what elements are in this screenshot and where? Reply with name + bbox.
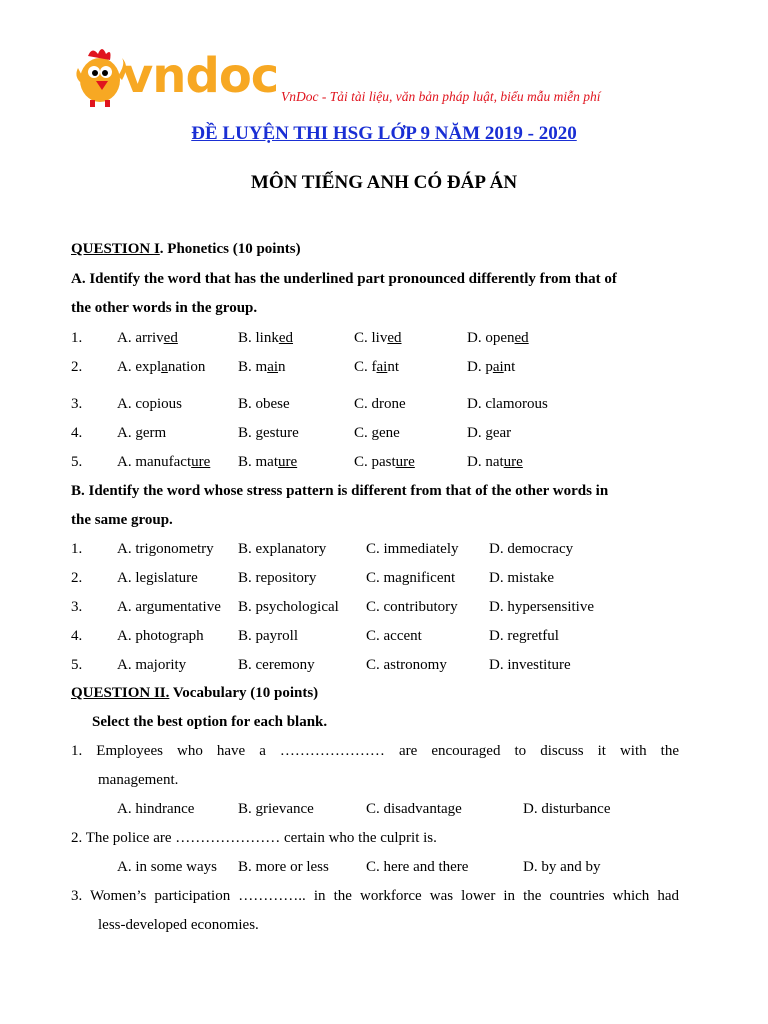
stress-row bbox=[0, 628, 768, 648]
phonetics-row bbox=[0, 396, 768, 416]
option-d: D. regretful bbox=[489, 628, 559, 644]
underlined-part: ure bbox=[191, 454, 211, 470]
option-d: D. clamorous bbox=[467, 396, 548, 412]
question-2-instruction: Select the best option for each blank. bbox=[92, 714, 328, 730]
option-a: A. arrived bbox=[117, 330, 178, 346]
option-c: C. astronomy bbox=[366, 657, 447, 673]
option-b: B. obese bbox=[238, 396, 290, 412]
underlined-part: ai bbox=[267, 359, 279, 375]
option-b: B. gesture bbox=[238, 425, 299, 441]
item-number: 3. bbox=[71, 599, 83, 615]
page-title: ĐỀ LUYỆN THI HSG LỚP 9 NĂM 2019 - 2020 bbox=[191, 123, 577, 144]
option-d: D. hypersensitive bbox=[489, 599, 594, 615]
vocab-item-3-line1: 3. Women’s participation ………….. in the workforce was lower in the countries which had bbox=[71, 888, 679, 904]
part-b-instruction-line1: B. Identify the word whose stress pattern is different from that of the other words in bbox=[71, 483, 609, 499]
option-b: B. psychological bbox=[238, 599, 339, 615]
page-subtitle: MÔN TIẾNG ANH CÓ ĐÁP ÁN bbox=[250, 172, 518, 193]
question-1-heading bbox=[71, 241, 301, 258]
underlined-part: g bbox=[135, 425, 143, 441]
item-number: 4. bbox=[71, 425, 83, 441]
vocab-item-2-options bbox=[0, 859, 768, 879]
phonetics-row bbox=[0, 330, 768, 350]
option-a: A. manufacture bbox=[117, 454, 211, 470]
option-b: B. grievance bbox=[238, 801, 314, 817]
underlined-part: ure bbox=[503, 454, 523, 470]
phonetics-row bbox=[0, 359, 768, 379]
option-d: D. by and by bbox=[523, 859, 601, 875]
option-c: C. here and there bbox=[366, 859, 469, 875]
option-b: B. payroll bbox=[238, 628, 298, 644]
option-c: C. accent bbox=[366, 628, 422, 644]
option-d: D. mistake bbox=[489, 570, 554, 586]
item-number: 3. bbox=[71, 396, 83, 412]
item-number: 5. bbox=[71, 657, 83, 673]
underlined-part: ed bbox=[514, 330, 529, 346]
underlined-part: ai bbox=[492, 359, 504, 375]
stress-row bbox=[0, 541, 768, 561]
option-b: B. ceremony bbox=[238, 657, 315, 673]
underlined-part: ai bbox=[376, 359, 388, 375]
underlined-part: g bbox=[485, 425, 493, 441]
item-number: 2. bbox=[71, 359, 83, 375]
option-b: B. more or less bbox=[238, 859, 329, 875]
item-number: 1. bbox=[71, 541, 83, 557]
underlined-part: g bbox=[255, 425, 264, 441]
option-a: A. legislature bbox=[117, 570, 198, 586]
question-2-topic: Vocabulary (10 points) bbox=[169, 685, 319, 701]
option-c: C. lived bbox=[354, 330, 402, 346]
vocab-item-2-line1: 2. The police are ………………… certain who the culprit is. bbox=[71, 830, 437, 846]
option-a: A. argumentative bbox=[117, 599, 221, 615]
part-a-instruction-line2: the other words in the group. bbox=[71, 300, 258, 316]
option-a: A. trigonometry bbox=[117, 541, 214, 557]
option-c: C. disadvantage bbox=[366, 801, 462, 817]
option-d: D. paint bbox=[467, 359, 516, 375]
option-d: D. investiture bbox=[489, 657, 571, 673]
option-d: D. nature bbox=[467, 454, 523, 470]
stress-row bbox=[0, 570, 768, 590]
option-a: A. copious bbox=[117, 396, 182, 412]
vocab-item-3-line2: less-developed economies. bbox=[98, 917, 259, 933]
underlined-part: ure bbox=[395, 454, 415, 470]
part-a-instruction-line1: A. Identify the word that has the underlined part pronounced differently from that of bbox=[71, 271, 617, 287]
underlined-part: ed bbox=[163, 330, 178, 346]
item-number: 5. bbox=[71, 454, 83, 470]
part-b-instruction-line2: the same group. bbox=[71, 512, 173, 528]
option-c: C. drone bbox=[354, 396, 406, 412]
item-number: 1. bbox=[71, 330, 83, 346]
underlined-part: ed bbox=[278, 330, 294, 346]
option-c: C. contributory bbox=[366, 599, 458, 615]
phonetics-row bbox=[0, 454, 768, 474]
option-d: D. opened bbox=[467, 330, 529, 346]
option-a: A. photograph bbox=[117, 628, 204, 644]
underlined-part: a bbox=[161, 359, 168, 375]
option-d: D. disturbance bbox=[523, 801, 611, 817]
option-c: C. immediately bbox=[366, 541, 459, 557]
option-c: C. faint bbox=[354, 359, 399, 375]
phonetics-row bbox=[0, 425, 768, 445]
option-d: D. gear bbox=[467, 425, 512, 441]
vocab-item-1-line2: management. bbox=[98, 772, 179, 788]
underlined-part: ed bbox=[387, 330, 402, 346]
question-1-label: QUESTION I bbox=[71, 241, 160, 257]
option-c: C. magnificent bbox=[366, 570, 456, 586]
underlined-part: g bbox=[371, 425, 380, 441]
item-number: 4. bbox=[71, 628, 83, 644]
option-a: A. germ bbox=[117, 425, 167, 441]
stress-row bbox=[0, 599, 768, 619]
vocab-item-1-line1: 1. Employees who have a ………………… are encouraged to discuss it with the bbox=[71, 743, 679, 759]
option-b: B. main bbox=[238, 359, 286, 375]
site-tagline: VnDoc - Tải tài liệu, văn bản pháp luật, biểu mẫu miễn phí bbox=[281, 89, 601, 104]
item-number: 2. bbox=[71, 570, 83, 586]
question-2-heading bbox=[71, 685, 318, 702]
option-b: B. repository bbox=[238, 570, 317, 586]
option-a: A. majority bbox=[117, 657, 187, 673]
option-a: A. hindrance bbox=[117, 801, 195, 817]
option-a: A. explanation bbox=[117, 359, 206, 375]
option-d: D. democracy bbox=[489, 541, 574, 557]
logo-wordmark: vndoc bbox=[122, 48, 279, 104]
option-c: C. pasture bbox=[354, 454, 415, 470]
option-a: A. in some ways bbox=[117, 859, 217, 875]
option-c: C. gene bbox=[354, 425, 400, 441]
underlined-part: ure bbox=[278, 454, 298, 470]
question-2-label: QUESTION II. bbox=[71, 685, 170, 701]
option-b: B. linked bbox=[238, 330, 294, 346]
question-1-topic: . Phonetics (10 points) bbox=[159, 241, 301, 257]
option-b: B. mature bbox=[238, 454, 298, 470]
stress-row bbox=[0, 657, 768, 677]
option-b: B. explanatory bbox=[238, 541, 327, 557]
vocab-item-1-options bbox=[0, 801, 768, 821]
